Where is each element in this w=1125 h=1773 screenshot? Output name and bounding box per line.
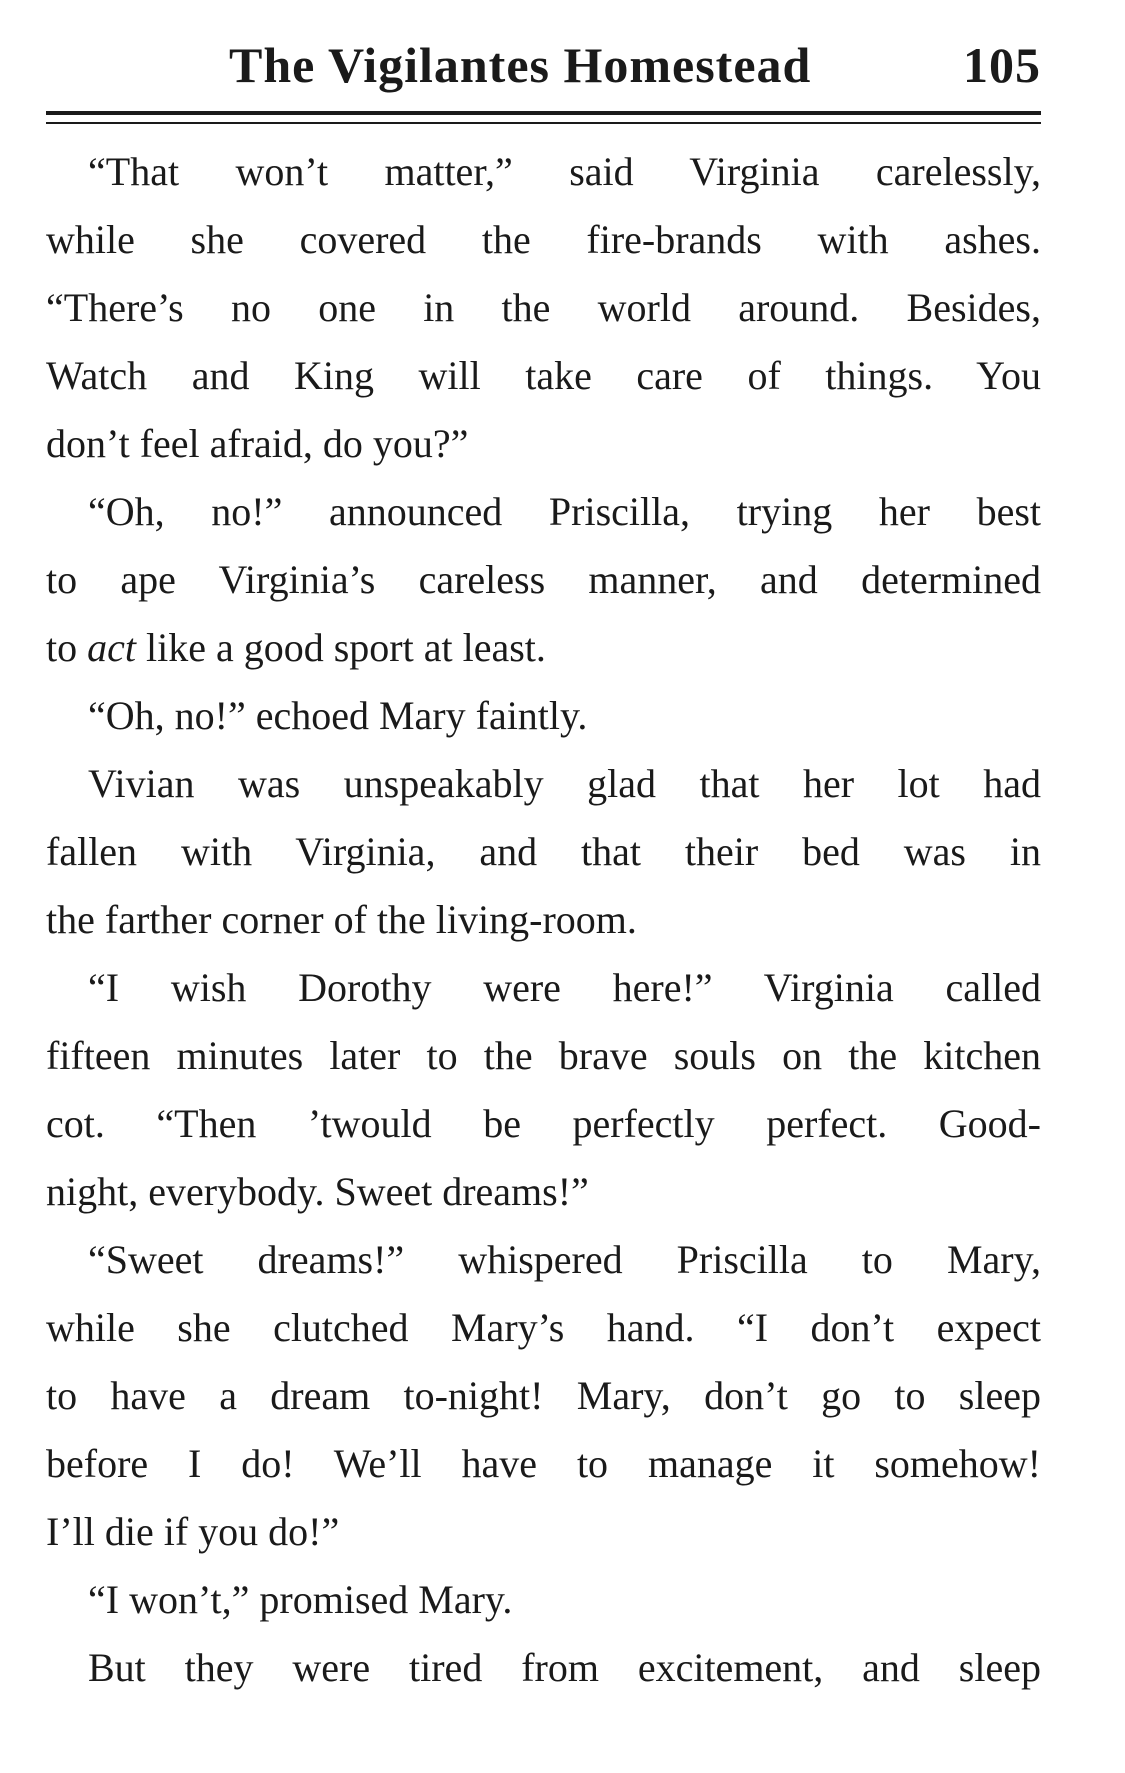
text-line: to ape Virginia’s careless manner, and determined (46, 557, 1041, 602)
text-line: while she clutched Mary’s hand. “I don’t expect (46, 1305, 1041, 1350)
text-line: don’t feel afraid, do you?” (46, 421, 469, 466)
text-line: “I won’t,” promised Mary. (88, 1577, 513, 1622)
header-rule-thick (46, 111, 1041, 115)
body-text (46, 138, 1041, 1702)
text-line: before I do! We’ll have to manage it somehow! (46, 1441, 1041, 1486)
text-fragment: like a good sport at least. (146, 625, 546, 670)
running-title: The Vigilantes Homestead (229, 37, 812, 93)
text-line: “There’s no one in the world around. Besides, (46, 285, 1041, 330)
text-line: to have a dream to-night! Mary, don’t go to sleep (46, 1373, 1041, 1418)
header-rule-thin (46, 122, 1041, 124)
text-line: night, everybody. Sweet dreams!” (46, 1169, 589, 1214)
text-line: Watch and King will take care of things. You (46, 353, 1041, 398)
text-line: But they were tired from excitement, and sleep (88, 1645, 1041, 1690)
text-line: Vivian was unspeakably glad that her lot had (88, 761, 1041, 806)
text-line-with-emphasis (46, 614, 1041, 682)
text-line: cot. “Then ’twould be perfectly perfect. Good- (46, 1101, 1041, 1146)
text-line: “I wish Dorothy were here!” Virginia called (88, 965, 1041, 1010)
text-line: fifteen minutes later to the brave souls on the kitchen (46, 1033, 1041, 1078)
page-header (46, 30, 1041, 100)
emphasized-word: act (87, 625, 136, 670)
text-fragment: to (46, 625, 78, 670)
text-line: “Sweet dreams!” whispered Priscilla to Mary, (88, 1237, 1041, 1282)
text-line: I’ll die if you do!” (46, 1509, 340, 1554)
text-line: the farther corner of the living-room. (46, 897, 637, 942)
text-line: fallen with Virginia, and that their bed was in (46, 829, 1041, 874)
text-line: “Oh, no!” echoed Mary faintly. (88, 693, 588, 738)
text-line: “Oh, no!” announced Priscilla, trying her best (88, 489, 1041, 534)
text-line: “That won’t matter,” said Virginia carelessly, (88, 149, 1041, 194)
page-number: 105 (963, 37, 1041, 93)
text-line: while she covered the fire-brands with ashes. (46, 217, 1041, 262)
